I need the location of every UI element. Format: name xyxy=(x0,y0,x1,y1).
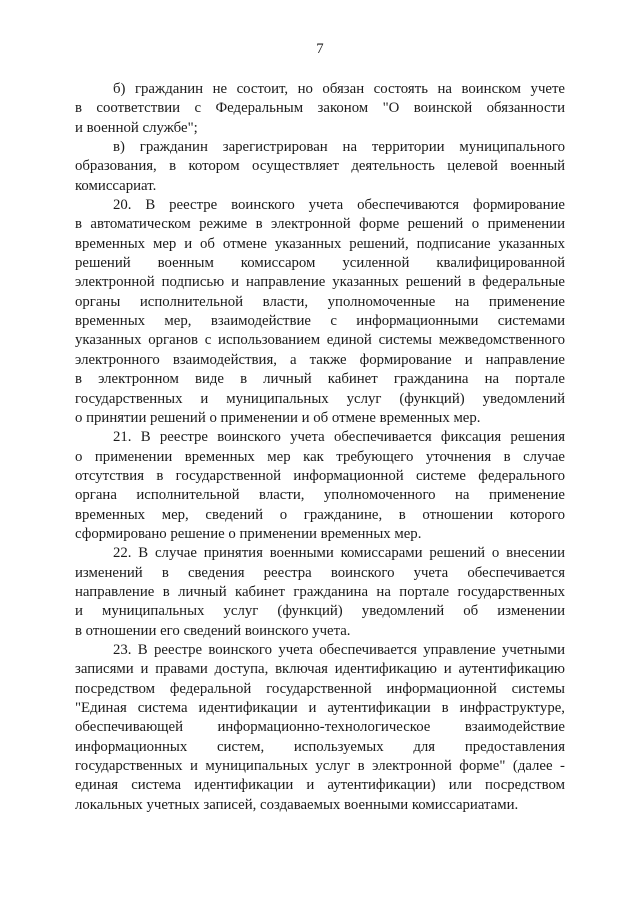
text-line: временных мер, взаимодействие с информационными системами xyxy=(75,313,565,330)
text-line: 22. В случае принятия военными комиссарами решений о внесении xyxy=(113,545,565,562)
text-line: 20. В реестре воинского учета обеспечиваются формирование xyxy=(113,197,565,214)
text-line: и военной службе"; xyxy=(75,119,198,136)
text-line: государственных и муниципальных услуг (функций) уведомлений xyxy=(75,390,565,407)
text-line: о применении временных мер как требующего уточнения в случае xyxy=(75,448,565,465)
text-line: информационных систем, используемых для предоставления xyxy=(75,738,565,755)
text-line: в электронном виде в личный кабинет гражданина на портале xyxy=(75,371,565,388)
text-line: органа исполнительной власти, уполномоченного на применение xyxy=(75,487,565,504)
text-line: образования, в котором осуществляет деятельность целевой военный xyxy=(75,158,565,175)
text-line: органы исполнительной власти, уполномоченные на применение xyxy=(75,293,565,310)
text-line: о принятии решений о применении и об отмене временных мер. xyxy=(75,409,481,426)
text-line: 21. В реестре воинского учета обеспечивается фиксация решения xyxy=(113,429,565,446)
text-line: электронной подписью и направление указанных решений в федеральные xyxy=(75,274,565,291)
text-line: комиссариат. xyxy=(75,177,157,194)
paragraph-22 xyxy=(75,544,565,641)
text-line: в) гражданин зарегистрирован на территории муниципального xyxy=(113,139,565,156)
paragraph-20 xyxy=(75,196,565,428)
text-line: локальных учетных записей, создаваемых военными комиссариатами. xyxy=(75,796,519,813)
text-line: посредством федеральной государственной информационной системы xyxy=(75,680,565,697)
text-line: отсутствия в государственной информационной системе федерального xyxy=(75,467,565,484)
text-line: направление в личный кабинет гражданина на портале государственных xyxy=(75,583,565,600)
text-line: решений военным комиссаром усиленной квалифицированной xyxy=(75,255,565,272)
text-line: 23. В реестре воинского учета обеспечивается управление учетными xyxy=(113,641,565,658)
paragraph-item-b xyxy=(75,80,565,138)
page-number: 7 xyxy=(316,41,324,57)
text-line: б) гражданин не состоит, но обязан состоять на воинском учете xyxy=(113,81,565,97)
document-body xyxy=(75,80,565,815)
text-line: электронного взаимодействия, а также формирование и направление xyxy=(75,351,565,368)
text-line: указанных органов с использованием единой системы межведомственного xyxy=(75,332,565,349)
text-line: в отношении его сведений воинского учета. xyxy=(75,622,351,639)
text-line: сформировано решение о применении временных мер. xyxy=(75,525,422,542)
text-line: временных мер, сведений о гражданине, в отношении которого xyxy=(75,506,565,523)
text-line: и муниципальных услуг (функций) уведомлений об изменении xyxy=(75,603,565,620)
paragraph-23 xyxy=(75,641,565,815)
text-line: в соответствии с Федеральным законом "О воинской обязанности xyxy=(75,100,565,117)
text-line: временных мер и об отмене указанных решений, подписание указанных xyxy=(75,235,565,252)
text-line: записями и правами доступа, включая идентификацию и аутентификацию xyxy=(75,661,565,678)
text-line: обеспечивающей информационно-технологическое взаимодействие xyxy=(75,719,565,736)
text-line: государственных и муниципальных услуг в электронной форме" (далее - xyxy=(75,758,565,775)
text-line: в автоматическом режиме в электронной форме решений о применении xyxy=(75,216,565,233)
paragraph-21 xyxy=(75,428,565,544)
paragraph-item-v xyxy=(75,138,565,196)
text-line: изменений в сведения реестра воинского учета обеспечивается xyxy=(75,564,565,581)
text-line: единая система идентификации и аутентификации) или посредством xyxy=(75,777,565,794)
text-line: "Единая система идентификации и аутентификации в инфраструктуре, xyxy=(75,700,565,716)
